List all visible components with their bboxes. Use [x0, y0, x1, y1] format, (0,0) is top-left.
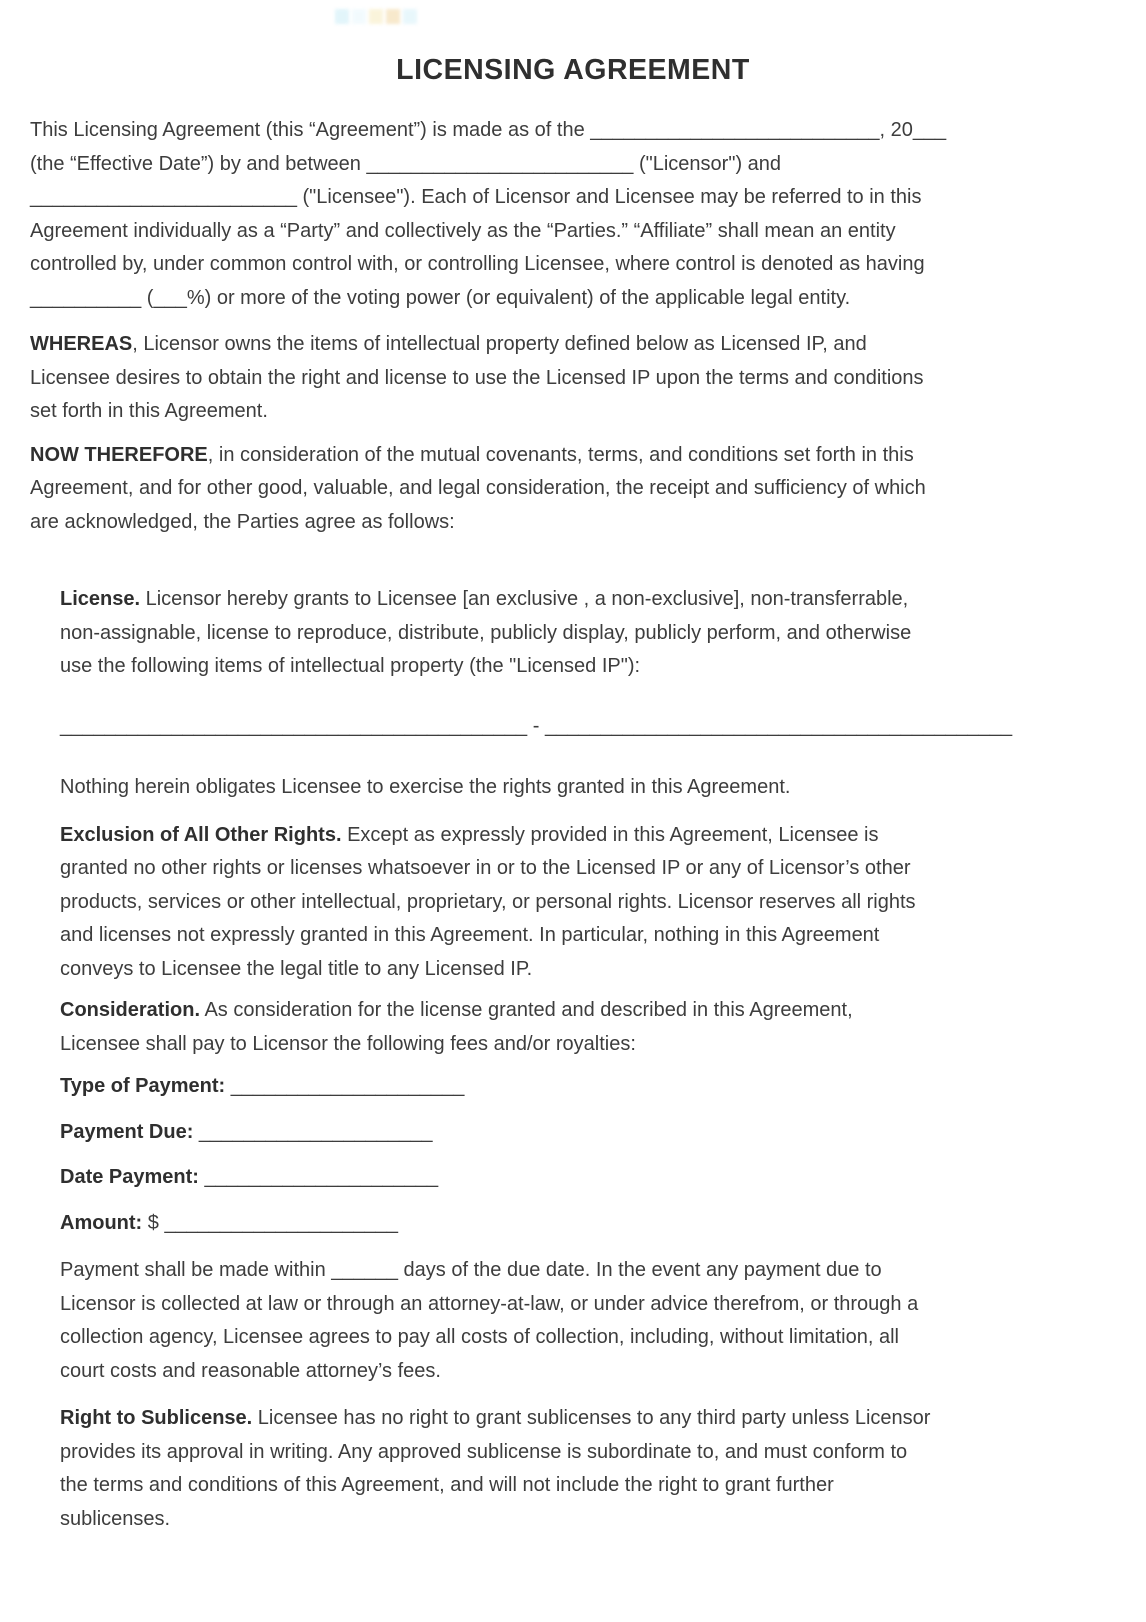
bold-lead: Right to Sublicense.: [60, 1407, 253, 1429]
text-line: [60, 1503, 1116, 1537]
text: Licensor is collected at law or through an attorney-at-law, or under advice therefrom, or through a: [60, 1292, 919, 1315]
text-line: [60, 1436, 1116, 1470]
text-line: [60, 953, 1116, 987]
text-line: [30, 506, 1116, 540]
text-line: [60, 1288, 1116, 1322]
watermark-chip: [352, 9, 366, 24]
bold-lead: Consideration.: [60, 999, 201, 1021]
watermark-chip: [403, 9, 417, 24]
text: ________________________ ("Licensee"). Each of Licensor and Licensee may be referred to in this: [30, 186, 922, 208]
text: Nothing herein obligates Licensee to exercise the rights granted in this Agreement.: [60, 776, 791, 798]
text: non-assignable, license to reproduce, distribute, publicly display, publicly perform, and otherwise: [60, 621, 912, 644]
text: Payment shall be made within ______ days of the due date. In the event any payment due to: [60, 1259, 882, 1281]
section-license: [60, 583, 1116, 684]
text-line: [60, 1469, 1116, 1503]
bold-lead: NOW THEREFORE: [30, 443, 208, 466]
bold-lead: Exclusion of All Other Rights.: [60, 823, 342, 846]
text: (the “Effective Date”) by and between ________________________ ("Licensor") and: [30, 152, 782, 175]
text: products, services or other intellectual, proprietary, or personal rights. Licensor reserves all rights: [60, 890, 916, 913]
blank-line: _____________________: [225, 1075, 465, 1097]
text-line: [60, 1207, 1116, 1241]
text-line: [60, 650, 1116, 684]
text-line: [60, 819, 1116, 853]
watermark-chip: [369, 9, 383, 24]
field-label: Date Payment:: [60, 1166, 199, 1188]
text: Except as expressly provided in this Agreement, Licensee is: [341, 823, 879, 846]
bold-lead: License.: [60, 588, 141, 610]
paragraph-no-obligation: [60, 771, 1116, 805]
watermark-chip: [386, 9, 400, 24]
text: Licensee desires to obtain the right and license to use the Licensed IP upon the terms and conditions: [30, 366, 924, 389]
text: conveys to Licensee the legal title to any Licensed IP.: [60, 957, 533, 980]
paragraph-payment-terms: [60, 1254, 1116, 1388]
text-line: [60, 994, 1116, 1028]
text-line: [60, 1355, 1116, 1389]
text-line: [60, 583, 1116, 617]
text: Licensee shall pay to Licensor the following fees and/or royalties:: [60, 1032, 636, 1055]
text-line: [60, 617, 1116, 651]
field-label: Type of Payment:: [60, 1075, 226, 1097]
text: As consideration for the license granted and described in this Agreement,: [200, 999, 853, 1021]
field-payment-due: [60, 1116, 1116, 1150]
text: controlled by, under common control with, or controlling Licensee, where control is denoted as having: [30, 253, 925, 275]
paragraph-intro: [30, 114, 1116, 315]
section-right-to-sublicense: [60, 1402, 1116, 1536]
text: granted no other rights or licenses whatsoever in or to the Licensed IP or any of Licensor’s other: [60, 857, 911, 879]
text-line: [30, 181, 1116, 215]
text: Licensor hereby grants to Licensee [an exclusive , a non-exclusive], non-transferrable,: [140, 588, 909, 610]
text-line: [60, 886, 1116, 920]
bold-lead: WHEREAS: [30, 333, 133, 355]
field-type-of-payment: [60, 1070, 1116, 1104]
text-line: [60, 1116, 1116, 1150]
text-line: [30, 114, 1116, 148]
text-line: [30, 439, 1116, 473]
blank-line: __________________________________________ - __________________________________________: [60, 714, 1013, 737]
blank-line: _____________________: [193, 1120, 433, 1143]
text-line: [60, 1028, 1116, 1062]
field-date-payment: [60, 1161, 1116, 1195]
text-line: [30, 395, 1116, 429]
text-line: [30, 148, 1116, 182]
text-line: [30, 215, 1116, 249]
text-line: [30, 362, 1116, 396]
text-line: [30, 282, 1116, 316]
text: the terms and conditions of this Agreement, and will not include the right to grant further: [60, 1474, 834, 1496]
faint-watermark: [335, 9, 417, 24]
text-line: [60, 852, 1116, 886]
text: , in consideration of the mutual covenants, terms, and conditions set forth in this: [207, 443, 914, 466]
text-line: [60, 1321, 1116, 1355]
text: provides its approval in writing. Any approved sublicense is subordinate to, and must conform to: [60, 1440, 908, 1463]
watermark-chip: [335, 9, 349, 24]
text-line: [30, 472, 1116, 506]
text: use the following items of intellectual property (the "Licensed IP"):: [60, 655, 641, 677]
text: are acknowledged, the Parties agree as follows:: [30, 510, 455, 533]
text: sublicenses.: [60, 1507, 171, 1530]
text-line: [30, 248, 1116, 282]
section-exclusion-of-rights: [60, 819, 1116, 987]
text: __________ (___%) or more of the voting power (or equivalent) of the applicable legal entity.: [30, 286, 851, 309]
text: collection agency, Licensee agrees to pay all costs of collection, including, without limitation, all: [60, 1326, 899, 1348]
licensed-ip-fill-in-line: [60, 710, 1116, 744]
text-line: [60, 771, 1116, 805]
section-consideration: [60, 994, 1116, 1061]
paragraph-whereas: [30, 328, 1116, 429]
text: , Licensor owns the items of intellectual property defined below as Licensed IP, and: [132, 333, 867, 355]
text: Agreement, and for other good, valuable, and legal consideration, the receipt and sufficiency of which: [30, 477, 926, 499]
text-line: [60, 1254, 1116, 1288]
text: This Licensing Agreement (this “Agreement”) is made as of the __________________________, 20___: [30, 119, 947, 141]
text: Agreement individually as a “Party” and collectively as the “Parties.” “Affiliate” shall mean an entity: [30, 219, 896, 242]
blank-line: $ _____________________: [142, 1211, 399, 1234]
field-amount: [60, 1207, 1116, 1241]
text: set forth in this Agreement.: [30, 400, 268, 422]
text-line: [60, 1070, 1116, 1104]
text-line: [30, 328, 1116, 362]
field-label: Amount:: [60, 1211, 143, 1234]
text-line: [60, 1161, 1116, 1195]
paragraph-now-therefore: [30, 439, 1116, 540]
text-line: [60, 1402, 1116, 1436]
text: Licensee has no right to grant sublicenses to any third party unless Licensor: [252, 1407, 931, 1429]
text: court costs and reasonable attorney’s fees.: [60, 1359, 441, 1382]
text: and licenses not expressly granted in this Agreement. In particular, nothing in this Agreement: [60, 924, 880, 946]
text-line: [60, 919, 1116, 953]
blank-line: _____________________: [198, 1166, 439, 1188]
field-label: Payment Due:: [60, 1120, 194, 1143]
document-title: LICENSING AGREEMENT: [396, 54, 750, 86]
text-line: [60, 710, 1116, 744]
